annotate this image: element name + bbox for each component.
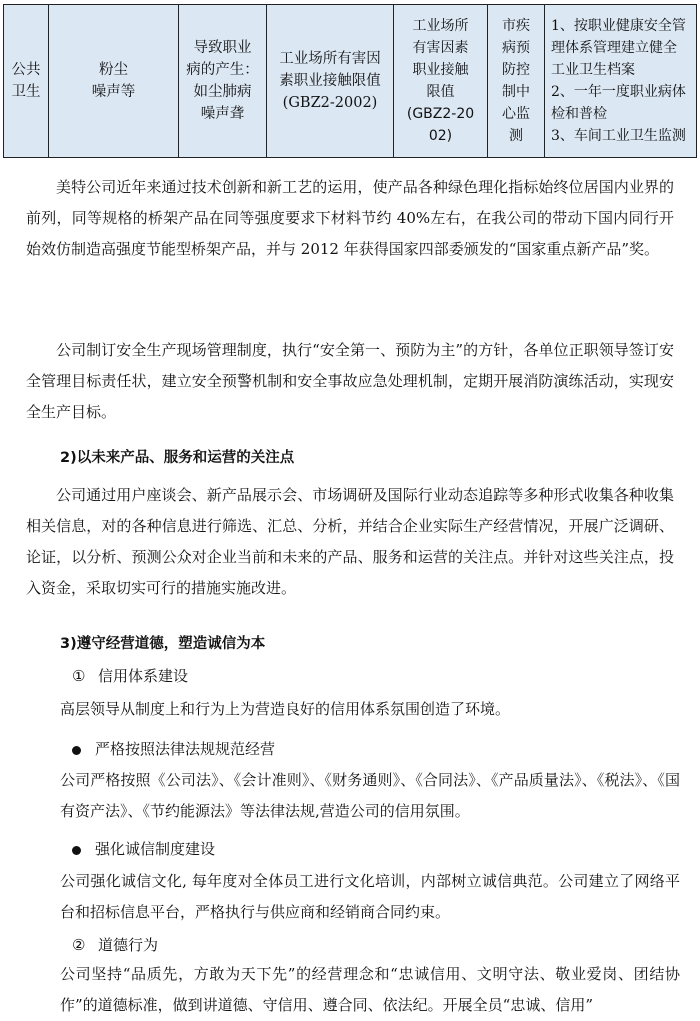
paragraph-innovation: 美特公司近年来通过技术创新和新工艺的运用，使产品各种绿色理化指标始终位居国内业界的前列，同等规格的桥架产品在同等强度要求下材料节约 40%左右，在我公司的带动下国内同行开始效仿制造高强度节能型桥架产品，并与 2012 年获得国家四部委颁发的“国家重点新产品”奖。 — [26, 178, 674, 258]
paragraph-laws: 公司严格按照《公司法》、《会计准则》、《财务通则》、《合同法》、《产品质量法》、《税法》、《国有资产法》、《节约能源法》等法律法规,营造公司的信用氛围。 — [60, 771, 680, 820]
table-cell-monitor: 市疾 病预 防控 制中 心监 测 — [488, 5, 545, 158]
bullet-item-integrity: 强化诚信制度建设 — [72, 838, 215, 859]
paragraph-integrity: 公司强化诚信文化, 每年度对全体员工进行文化培训，内部树立诚信典范。公司建立了网络平台和招标信息平台，严格执行与供应商和经销商合同约束。 — [60, 872, 680, 921]
table-cell-measures: 1、按职业健康安全管 理体系管理建立健全 工业卫生档案 2、一年一度职业病体 检和普检 3、车间工业卫生监测 — [545, 5, 697, 158]
paragraph-moral: 公司坚持“品质先，方敢为天下先”的经营理念和“忠诚信用、文明守法、敬业爱岗、团结协作”的道德标准，做到讲道德、守信用、遵合同、依法纪。开展全员“忠诚、信用” — [60, 965, 680, 1014]
table-cell-consequence: 导致职业 病的产生： 如尘肺病 噪声聋 — [179, 5, 267, 158]
table-cell-limit: 工业场所 有害因素 职业接触 限值 (GBZ2-20 02) — [394, 5, 488, 158]
list-item-moral: ② 道德行为 — [72, 936, 159, 954]
hazard-table — [3, 4, 697, 158]
paragraph-safety: 公司制订安全生产现场管理制度，执行“安全第一、预防为主”的方针，各单位正职领导签订安全管理目标责任状，建立安全预警机制和安全事故应急处理机制，定期开展消防演练活动，实现安全生产目标。 — [26, 341, 674, 421]
paragraph-leadership: 高层领导从制度上和行为上为营造良好的信用体系氛围创造了环境。 — [60, 700, 511, 718]
table-cell-hazard-factor: 粉尘 噪声等 — [49, 5, 179, 158]
circled-number: ① — [72, 667, 86, 685]
paragraph-focus: 公司通过用户座谈会、新产品展示会、市场调研及国际行业动态追踪等多种形式收集各种收集相关信息，对的各种信息进行筛选、汇总、分析，并结合企业实际生产经营情况，开展广泛调研、论证，以分析、预测公众对企业当前和未来的产品、服务和运营的关注点。并针对这些关注点，投入资金，采取切实可行的措施实施改进。 — [26, 486, 674, 597]
bullet-icon — [72, 746, 81, 755]
list-item-credit-system: ① 信用体系建设 — [72, 667, 189, 685]
table-cell-standard: 工业场所有害因 素职业接触限值 (GBZ2-2002) — [267, 5, 394, 158]
bullet-icon — [72, 846, 81, 855]
section-heading-ethics: 3)遵守经营道德，塑造诚信为本 — [60, 636, 266, 652]
bullet-item-law: 严格按照法律法规规范经营 — [72, 738, 275, 759]
table-row — [4, 5, 697, 158]
table-cell-category: 公共 卫生 — [4, 5, 49, 158]
circled-number: ② — [72, 936, 86, 954]
section-heading-focus: 2)以未来产品、服务和运营的关注点 — [60, 450, 295, 466]
